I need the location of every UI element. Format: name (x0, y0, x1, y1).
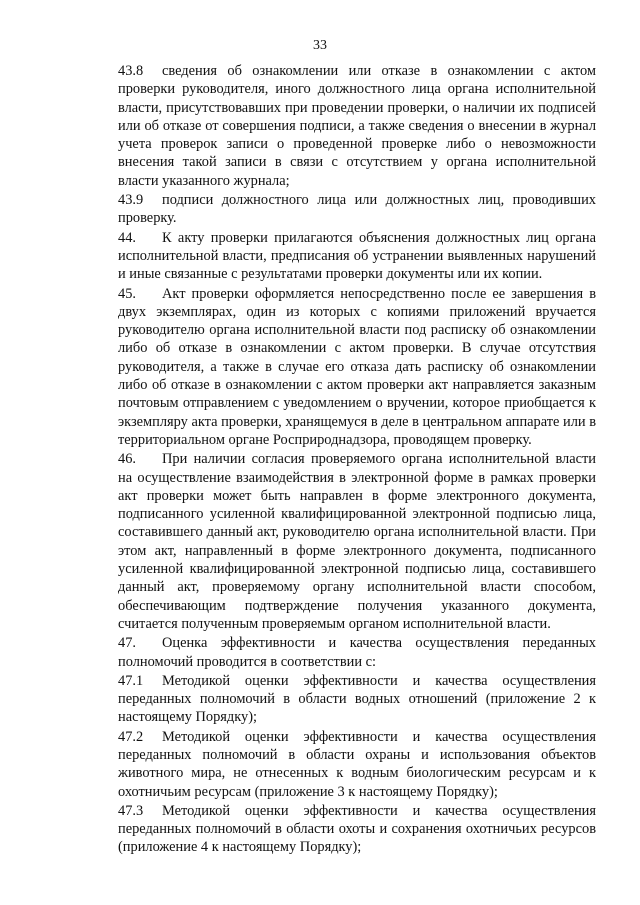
paragraph-text: К акту проверки прилагаются объяснения должностных лиц органа исполнительной власти, предписания об устранении выявленных нарушений и иные связанные с результатами проверки документы или их копии. (118, 229, 596, 283)
paragraph-46 (118, 450, 596, 633)
paragraph-number: 47. (118, 635, 136, 652)
paragraph-text: подписи должностного лица или должностных лиц, проводивших проверку. (118, 192, 596, 227)
paragraph-number: 45. (118, 285, 136, 302)
paragraph-number: 47.2 (118, 728, 144, 745)
paragraph-43-8 (118, 62, 596, 190)
paragraph-number: 44. (118, 229, 136, 246)
paragraph-44 (118, 229, 596, 284)
paragraph-47-1 (118, 672, 596, 727)
paragraph-text: Оценка эффективности и качества осуществления переданных полномочий проводится в соответствии с: (118, 635, 596, 670)
paragraph-45 (118, 285, 596, 450)
paragraph-number: 46. (118, 451, 136, 468)
paragraph-47-2 (118, 728, 596, 801)
paragraph-number: 43.8 (118, 63, 144, 79)
paragraph-47 (118, 634, 596, 671)
paragraph-text: При наличии согласия проверяемого органа исполнительной власти на осуществление взаимодействия в электронной форме в рамках проверки акт проверки может быть направлен в форме электронного документа, подписанного усиленной квалифицированной электронной подписью лица, составившего данный акт, руководителю органа исполнительной власти. При этом акт, направленный в форме электронного документа, подписанного усиленной квалифицированной электронной подписью лица, составившего данный акт, проверяемому органу исполнительной власти способом, обеспечивающим подтверждение получения указанного документа, считается полученным проверяемым органом исполнительной власти. (118, 451, 596, 632)
paragraph-number: 47.1 (118, 672, 144, 689)
paragraph-number: 43.9 (118, 192, 144, 209)
page-number: 33 (313, 38, 327, 53)
paragraph-text: Методикой оценки эффективности и качества осуществления переданных полномочий в области охраны и использования объектов животного мира, не отнесенных к водным биологическим ресурсам и к охотничьим ресурсам (приложение 3 к настоящему Порядку); (118, 728, 596, 800)
paragraph-number: 47.3 (118, 802, 144, 819)
document-body (118, 62, 596, 858)
paragraph-text: Акт проверки оформляется непосредственно после ее завершения в двух экземплярах, один из которых с копиями приложений вручается руководителю органа исполнительной власти под расписку об ознакомлении либо об отказе в ознакомлении с актом проверки. В случае отсутствия руководителя, а также в случае его отказа дать расписку об ознакомлении либо об отказе в ознакомлении с актом проверки акт направляется заказным почтовым отправлением с уведомлением о вручении, которое приобщается к экземпляру акта проверки, хранящемуся в деле в центральном аппарате или в территориальном органе Росприроднадзора, проводящем проверку. (118, 285, 596, 448)
paragraph-text: Методикой оценки эффективности и качества осуществления переданных полномочий в области охоты и сохранения охотничьих ресурсов (приложение 4 к настоящему Порядку); (118, 802, 596, 856)
paragraph-text: Методикой оценки эффективности и качества осуществления переданных полномочий в области водных отношений (приложение 2 к настоящему Порядку); (118, 672, 596, 726)
paragraph-text: сведения об ознакомлении или отказе в ознакомлении с актом проверки руководителя, иного должностного лица органа исполнительной власти, присутствовавших при проведении проверки, о наличии их подписей или об отказе от совершения подписи, а также сведения о внесении в журнал учета проверок записи о проведенной проверке либо о невозможности внесения такой записи в связи с отсутствием у органа исполнительной власти указанного журнала; (118, 63, 596, 189)
paragraph-43-9 (118, 191, 596, 228)
paragraph-47-3 (118, 802, 596, 857)
